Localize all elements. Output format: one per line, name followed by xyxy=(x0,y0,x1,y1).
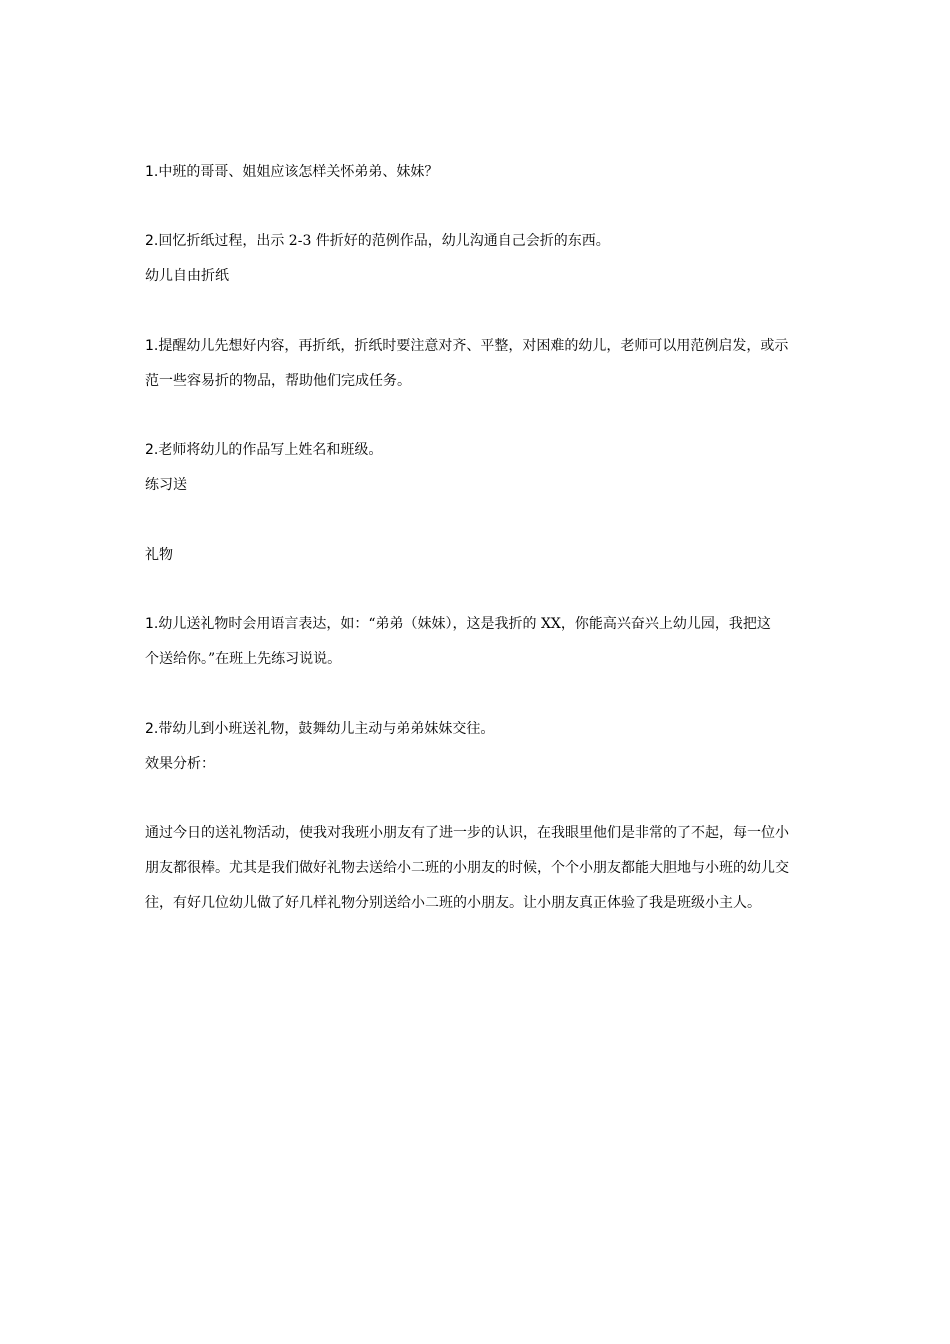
list-item-5 xyxy=(145,614,810,634)
item-number: 1. xyxy=(145,164,159,180)
line-text: 老师将幼儿的作品写上姓名和班级。 xyxy=(158,442,383,458)
line-text: 中班的哥哥、姐姐应该怎样关怀弟弟、妹妹？ xyxy=(158,164,439,180)
list-item-3-continued xyxy=(145,371,810,391)
list-item-1 xyxy=(145,162,810,182)
line-text: 提醒幼儿先想好内容，再折纸，折纸时要注意对齐、平整，对困难的幼儿，老师可以用范例启发，或示 xyxy=(158,338,789,354)
line-text: 朋友都很棒。尤其是我们做好礼物去送给小二班的小朋友的时候，个个小朋友都能大胆地与小班的幼儿交 xyxy=(145,860,789,876)
item-number: 2. xyxy=(145,442,159,458)
line-text: 效果分析： xyxy=(145,756,215,772)
list-item-3 xyxy=(145,336,810,356)
section-heading-practice xyxy=(145,475,810,495)
list-item-6 xyxy=(145,719,810,739)
item-number: 1. xyxy=(145,616,159,632)
line-text: 带幼儿到小班送礼物，鼓舞幼儿主动与弟弟妹妹交往。 xyxy=(158,721,495,737)
list-item-4 xyxy=(145,440,810,460)
section-heading-free-folding xyxy=(145,266,810,286)
item-number: 2. xyxy=(145,233,159,249)
line-text: 个送给你。”在班上先练习说说。 xyxy=(145,651,342,667)
list-item-5-continued xyxy=(145,649,810,669)
line-text: 通过今日的送礼物活动，使我对我班小朋友有了进一步的认识，在我眼里他们是非常的了不起，每一位小 xyxy=(145,825,789,841)
line-text: 幼儿送礼物时会用语言表达，如：“弟弟（妹妹），这是我折的 XX，你能高兴奋兴上幼儿园，我把这 xyxy=(158,616,771,632)
item-number: 1. xyxy=(145,338,159,354)
paragraph-line-1 xyxy=(145,823,810,843)
section-heading-analysis xyxy=(145,754,810,774)
list-item-2 xyxy=(145,231,810,251)
line-text: 练习送 xyxy=(145,477,187,493)
line-text: 范一些容易折的物品，帮助他们完成任务。 xyxy=(145,373,411,389)
paragraph-line-3 xyxy=(145,893,810,913)
line-text: 礼物 xyxy=(145,547,173,563)
line-text: 往，有好几位幼儿做了好几样礼物分别送给小二班的小朋友。让小朋友真正体验了我是班级小主人。 xyxy=(145,895,761,911)
line-text: 回忆折纸过程，出示 2-3 件折好的范例作品，幼儿沟通自己会折的东西。 xyxy=(158,233,610,249)
section-heading-gift xyxy=(145,545,810,565)
item-number: 2. xyxy=(145,721,159,737)
line-text: 幼儿自由折纸 xyxy=(145,268,229,284)
paragraph-line-2 xyxy=(145,858,810,878)
